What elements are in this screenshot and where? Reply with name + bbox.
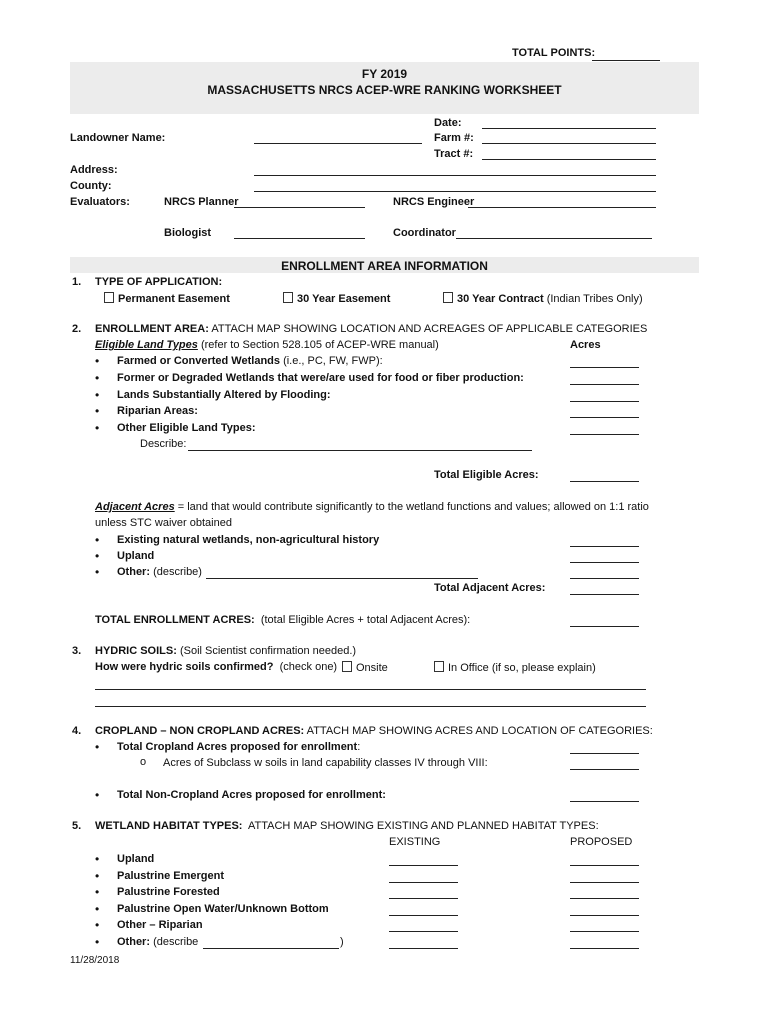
bullet: • bbox=[95, 885, 100, 899]
biologist-label: Biologist bbox=[164, 227, 212, 239]
section-1-title: TYPE OF APPLICATION: bbox=[95, 276, 223, 288]
eligible-item-4-field[interactable] bbox=[570, 417, 639, 418]
coordinator-label: Coordinator bbox=[393, 227, 456, 239]
section-5-number: 5. bbox=[72, 820, 82, 832]
checkbox-icon[interactable] bbox=[104, 292, 114, 303]
checkbox-icon[interactable] bbox=[443, 292, 453, 303]
bullet: • bbox=[95, 565, 100, 579]
enrollment-heading: ENROLLMENT AREA INFORMATION bbox=[281, 259, 488, 273]
page-title: MASSACHUSETTS NRCS ACEP-WRE RANKING WORKSHEET bbox=[207, 83, 562, 97]
habitat-item-riparian: Other – Riparian bbox=[117, 919, 203, 931]
adjacent-acres-definition: Adjacent Acres = land that would contribute significantly to the wetland functions and values; allowed on 1:1 ratio bbox=[95, 501, 649, 513]
bullet: • bbox=[95, 918, 100, 932]
hydric-explain-line-2[interactable] bbox=[95, 706, 646, 707]
adjacent-item-3-field[interactable] bbox=[570, 578, 639, 579]
total-enrollment-field[interactable] bbox=[570, 626, 639, 627]
bullet: • bbox=[95, 533, 100, 547]
total-adjacent-label: Total Adjacent Acres: bbox=[434, 582, 546, 594]
bullet: • bbox=[95, 852, 100, 866]
hydric-explain-line-1[interactable] bbox=[95, 689, 646, 690]
habitat-other-proposed[interactable] bbox=[570, 948, 639, 949]
eligible-item-5-field[interactable] bbox=[570, 434, 639, 435]
bullet: • bbox=[95, 404, 100, 418]
adjacent-item-1-field[interactable] bbox=[570, 546, 639, 547]
checkbox-icon[interactable] bbox=[434, 661, 444, 672]
habitat-item-emergent: Palustrine Emergent bbox=[117, 870, 224, 882]
permanent-easement-option[interactable]: Permanent Easement bbox=[104, 292, 230, 305]
adjacent-other-describe-field[interactable] bbox=[206, 578, 478, 579]
nrcs-engineer-label: NRCS Engineer bbox=[393, 196, 475, 208]
bullet: • bbox=[95, 935, 100, 949]
habitat-item-upland: Upland bbox=[117, 853, 155, 865]
county-label: County: bbox=[70, 180, 112, 192]
habitat-forested-proposed[interactable] bbox=[570, 898, 639, 899]
eligible-item-4: Riparian Areas: bbox=[117, 405, 198, 417]
adjacent-item-2-field[interactable] bbox=[570, 562, 639, 563]
onsite-option[interactable]: Onsite bbox=[342, 661, 388, 674]
bullet: • bbox=[95, 869, 100, 883]
bullet: • bbox=[95, 371, 100, 385]
habitat-upland-existing[interactable] bbox=[389, 865, 458, 866]
section-3-number: 3. bbox=[72, 645, 82, 657]
section-1-number: 1. bbox=[72, 276, 82, 288]
habitat-item-open-water: Palustrine Open Water/Unknown Bottom bbox=[117, 903, 329, 915]
cropland-item-2-field[interactable] bbox=[570, 801, 639, 802]
habitat-open-water-proposed[interactable] bbox=[570, 915, 639, 916]
cropland-sub-item-field[interactable] bbox=[570, 769, 639, 770]
habitat-upland-proposed[interactable] bbox=[570, 865, 639, 866]
total-adjacent-field[interactable] bbox=[570, 594, 639, 595]
farm-label: Farm #: bbox=[434, 132, 474, 144]
hydric-question: How were hydric soils confirmed? (check one) bbox=[95, 661, 338, 673]
eligible-item-3: Lands Substantially Altered by Flooding: bbox=[117, 389, 331, 401]
habitat-other-existing[interactable] bbox=[389, 948, 458, 949]
nrcs-planner-label: NRCS Planner bbox=[164, 196, 239, 208]
eligible-item-5: Other Eligible Land Types: bbox=[117, 422, 256, 434]
section-3-title: HYDRIC SOILS: (Soil Scientist confirmation needed.) bbox=[95, 645, 357, 657]
adjacent-item-1: Existing natural wetlands, non-agricultural history bbox=[117, 534, 380, 546]
habitat-other-describe-field[interactable] bbox=[203, 948, 339, 949]
eligible-item-1: Farmed or Converted Wetlands (i.e., PC, FW, FWP): bbox=[117, 355, 383, 367]
eligible-item-2: Former or Degraded Wetlands that were/are used for food or fiber production: bbox=[117, 372, 524, 384]
section-5-title: WETLAND HABITAT TYPES: ATTACH MAP SHOWING EXISTING AND PLANNED HABITAT TYPES: bbox=[95, 820, 599, 832]
eligible-item-2-field[interactable] bbox=[570, 384, 639, 385]
adjacent-item-3: Other: (describe) bbox=[117, 566, 202, 578]
landowner-field[interactable] bbox=[254, 143, 422, 144]
habitat-emergent-proposed[interactable] bbox=[570, 882, 639, 883]
habitat-emergent-existing[interactable] bbox=[389, 882, 458, 883]
bullet: • bbox=[95, 388, 100, 402]
fiscal-year: FY 2019 bbox=[361, 67, 408, 81]
bullet: • bbox=[95, 421, 100, 435]
footer-date: 11/28/2018 bbox=[70, 955, 120, 966]
existing-header: EXISTING bbox=[389, 836, 441, 848]
section-2-number: 2. bbox=[72, 323, 82, 335]
section-2-title: ENROLLMENT AREA: ATTACH MAP SHOWING LOCATION AND ACREAGES OF APPLICABLE CATEGORIES bbox=[95, 323, 648, 335]
total-eligible-label: Total Eligible Acres: bbox=[434, 469, 539, 481]
address-label: Address: bbox=[70, 164, 118, 176]
30-year-contract-option[interactable]: 30 Year Contract (Indian Tribes Only) bbox=[443, 292, 643, 305]
cropland-sub-item: Acres of Subclass w soils in land capability classes IV through VIII: bbox=[163, 757, 488, 769]
landowner-label: Landowner Name: bbox=[70, 132, 166, 144]
sub-bullet: o bbox=[140, 756, 147, 768]
describe-label: Describe: bbox=[140, 438, 187, 450]
adjacent-item-2: Upland bbox=[117, 550, 155, 562]
total-enrollment-label: TOTAL ENROLLMENT ACRES: (total Eligible Acres + total Adjacent Acres): bbox=[95, 614, 471, 626]
bullet: • bbox=[95, 902, 100, 916]
county-field[interactable] bbox=[254, 191, 656, 192]
total-eligible-field[interactable] bbox=[570, 481, 639, 482]
cropland-item-1-field[interactable] bbox=[570, 753, 639, 754]
habitat-riparian-proposed[interactable] bbox=[570, 931, 639, 932]
acres-header: Acres bbox=[570, 339, 601, 351]
bullet: • bbox=[95, 354, 100, 368]
total-points-label: TOTAL POINTS: bbox=[512, 47, 596, 59]
adjacent-acres-definition-cont: unless STC waiver obtained bbox=[95, 517, 232, 529]
cropland-item-1: Total Cropland Acres proposed for enrollment: bbox=[117, 741, 361, 753]
habitat-open-water-existing[interactable] bbox=[389, 915, 458, 916]
in-office-option[interactable]: In Office (if so, please explain) bbox=[434, 661, 596, 674]
evaluators-label: Evaluators: bbox=[70, 196, 130, 208]
section-4-number: 4. bbox=[72, 725, 82, 737]
30-year-easement-option[interactable]: 30 Year Easement bbox=[283, 292, 390, 305]
habitat-item-forested: Palustrine Forested bbox=[117, 886, 220, 898]
farm-field[interactable] bbox=[482, 143, 656, 144]
date-field[interactable] bbox=[482, 128, 656, 129]
habitat-item-other: Other: (describe bbox=[117, 936, 199, 948]
address-field[interactable] bbox=[254, 175, 656, 176]
checkbox-icon[interactable] bbox=[342, 661, 352, 672]
bullet: • bbox=[95, 740, 100, 754]
date-label: Date: bbox=[434, 117, 462, 129]
eligible-land-types: Eligible Land Types (refer to Section 528.105 of ACEP-WRE manual) bbox=[95, 339, 439, 351]
nrcs-engineer-field[interactable] bbox=[468, 207, 656, 208]
tract-field[interactable] bbox=[482, 159, 656, 160]
nrcs-planner-field[interactable] bbox=[234, 207, 365, 208]
habitat-riparian-existing[interactable] bbox=[389, 931, 458, 932]
describe-field[interactable] bbox=[188, 450, 532, 451]
habitat-other-close-paren: ) bbox=[340, 936, 344, 948]
bullet: • bbox=[95, 788, 100, 802]
eligible-item-1-field[interactable] bbox=[570, 367, 639, 368]
proposed-header: PROPOSED bbox=[570, 836, 633, 848]
eligible-item-3-field[interactable] bbox=[570, 401, 639, 402]
section-4-title: CROPLAND – NON CROPLAND ACRES: ATTACH MAP SHOWING ACRES AND LOCATION OF CATEGORIES: bbox=[95, 725, 653, 737]
cropland-item-2: Total Non-Cropland Acres proposed for enrollment: bbox=[117, 789, 386, 801]
tract-label: Tract #: bbox=[434, 148, 474, 160]
habitat-forested-existing[interactable] bbox=[389, 898, 458, 899]
bullet: • bbox=[95, 549, 100, 563]
total-points-field[interactable] bbox=[592, 60, 660, 61]
checkbox-icon[interactable] bbox=[283, 292, 293, 303]
coordinator-field[interactable] bbox=[456, 238, 652, 239]
biologist-field[interactable] bbox=[234, 238, 365, 239]
